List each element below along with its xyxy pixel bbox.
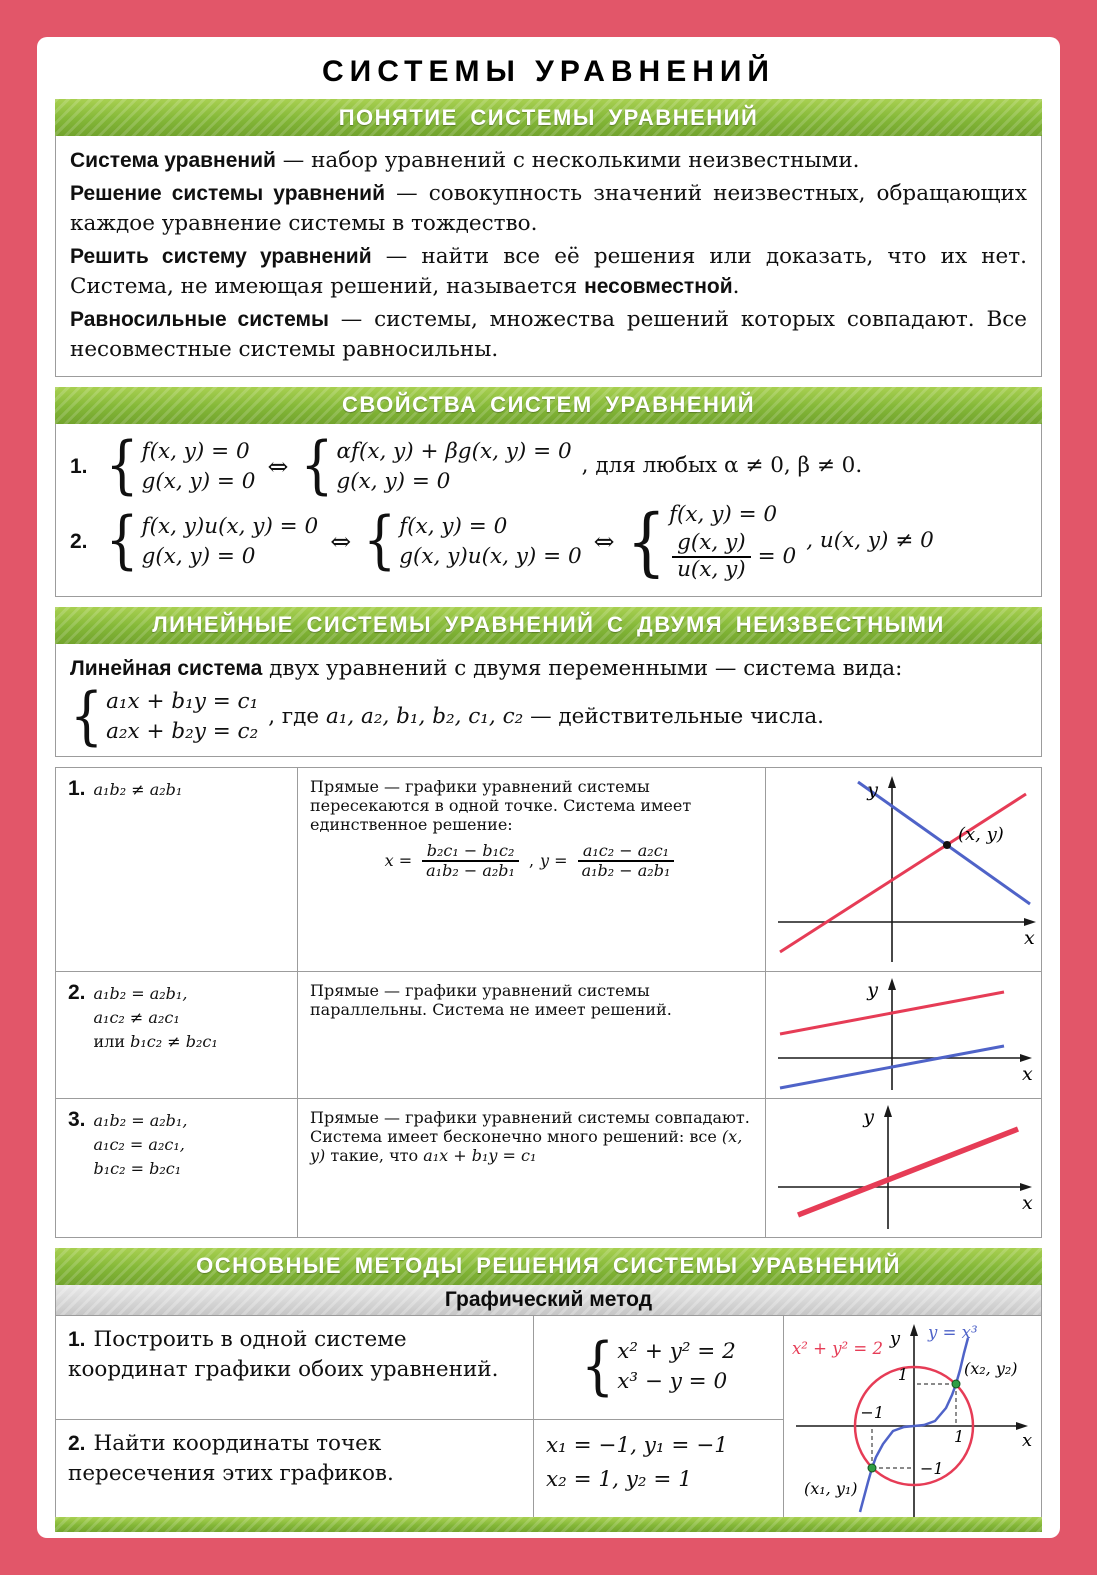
condition-line: a₁c₂ = a₂c₁,: [93, 1134, 185, 1154]
definition-term: Решить систему уравнений: [70, 244, 372, 268]
y-axis-arrow: [910, 1324, 918, 1336]
step-number: 2.: [68, 1431, 86, 1455]
fraction-rhs: = 0: [757, 543, 797, 569]
definition-system: [70, 146, 1027, 177]
formula-separator: ,: [528, 851, 535, 871]
definition-solution: [70, 179, 1027, 240]
section-header-concept: ПОНЯТИЕ СИСТЕМЫ УРАВНЕНИЙ: [55, 99, 1042, 136]
definition-bold-word: несовместной: [584, 275, 733, 299]
section-header-linear: ЛИНЕЙНЫЕ СИСТЕМЫ УРАВНЕНИЙ С ДВУМЯ НЕИЗВЕСТНЫМИ: [55, 607, 1042, 644]
case-number: 2.: [68, 980, 86, 1004]
step-2-text: [56, 1420, 534, 1530]
equation-line: g(x, y) = 0: [141, 468, 256, 494]
red-line: [780, 794, 1026, 952]
property-number: 1.: [70, 454, 88, 478]
equation-line: x² + y² = 2: [617, 1339, 736, 1365]
case-text: Прямые — графики уравнений системы совпадают. Система имеет бесконечно много решений: все: [310, 1107, 750, 1146]
x-axis-arrow: [1020, 1054, 1032, 1062]
case-2-description: [298, 972, 766, 1099]
condition-line: a₁b₂ = a₂b₁,: [93, 983, 188, 1003]
formula-x-lhs: x =: [384, 851, 413, 871]
system-brace: {: [363, 505, 397, 578]
definition-term: Решение системы уравнений: [70, 181, 385, 205]
y-axis-arrow: [884, 1105, 892, 1117]
case-math: (x, y): [310, 1126, 743, 1165]
case-3-graph-cell: [766, 1099, 1042, 1237]
case-text: такие, что: [325, 1145, 424, 1165]
parallel-lines-graph: [768, 976, 1040, 1094]
tick-label-y-minus1: −1: [919, 1458, 944, 1478]
equation-line: a₂x + b₂y = c₂: [106, 719, 259, 745]
graphical-method-table: [56, 1316, 1041, 1530]
case-number: 3.: [68, 1107, 86, 1131]
section-header-properties: СВОЙСТВА СИСТЕМ УРАВНЕНИЙ: [55, 387, 1042, 424]
x-axis-arrow: [1016, 1422, 1028, 1430]
equation-line: g(x, y)u(x, y) = 0: [399, 543, 582, 569]
definition-text: — совокупность значений неизвестных, обращающих каждое уравнение системы в тождество.: [70, 180, 1027, 237]
system-brace: {: [626, 497, 667, 585]
equation-line: g(x, y) = 0: [336, 468, 451, 494]
definition-solve: [70, 242, 1027, 303]
section-header-methods: ОСНОВНЫЕ МЕТОДЫ РЕШЕНИЯ СИСТЕМЫ УРАВНЕНИЙ: [55, 1248, 1042, 1285]
fraction-numerator: g(x, y): [672, 531, 750, 557]
iff-symbol: ⇔: [330, 526, 352, 556]
case-2-graph-cell: [766, 972, 1042, 1099]
step-1-equations: [534, 1316, 784, 1420]
solution-formulas: [310, 842, 753, 880]
linear-cases-table: [55, 767, 1042, 1238]
concept-definitions: [55, 136, 1042, 377]
equation-line: x³ − y = 0: [617, 1369, 728, 1395]
cubic-equation-label: y = x³: [927, 1322, 978, 1342]
intersection-point: [952, 1380, 960, 1388]
formula-y-lhs: y =: [540, 851, 568, 871]
y-axis-arrow: [888, 776, 896, 788]
coincident-lines-graph: [768, 1103, 1040, 1233]
definition-text: — системы, множества решений которых совпадают. Все несовместные системы равносильны.: [70, 306, 1028, 363]
step-text: Найти координаты точек пересечения этих графиков.: [68, 1430, 394, 1487]
case-3-condition: [56, 1099, 298, 1237]
step-number: 1.: [68, 1327, 86, 1351]
equation-line: f(x, y) = 0: [141, 438, 250, 464]
linear-definition: [70, 654, 1027, 685]
iff-symbol: ⇔: [267, 451, 289, 481]
definition-equivalent: [70, 305, 1027, 366]
equation-line: αf(x, y) + βg(x, y) = 0: [336, 438, 572, 464]
system-brace: {: [105, 430, 139, 503]
condition-line: a₁b₂ = a₂b₁,: [93, 1110, 188, 1130]
case-1-graph-cell: [766, 768, 1042, 972]
case-number: 1.: [68, 776, 86, 800]
case-1-condition: [56, 768, 298, 972]
y-axis-label: y: [867, 978, 878, 1001]
fraction: [577, 842, 676, 880]
definition-term: Линейная система: [70, 656, 263, 680]
x-axis-label: x: [1022, 1191, 1033, 1214]
tick-label-x1: 1: [953, 1426, 964, 1446]
page-title: СИСТЕМЫ УРАВНЕНИЙ: [321, 55, 775, 88]
thick-red-line: [798, 1129, 1018, 1215]
case-3-description: [298, 1099, 766, 1237]
definition-text: — найти все её решения или доказать, что их нет. Система, не имеющая решений, называется: [70, 243, 1027, 300]
system-brace: {: [581, 1330, 615, 1403]
definition-text: — набор уравнений с несколькими неизвестными.: [275, 148, 860, 173]
step-1-text: [56, 1316, 534, 1420]
case-math: a₁x + b₁y = c₁: [423, 1145, 537, 1165]
equation-line: g(x, y) = 0: [141, 543, 256, 569]
intersection-point: [943, 841, 951, 849]
property-condition: , для любых α ≠ 0, β ≠ 0.: [581, 453, 863, 479]
equation-system: [300, 430, 572, 503]
methods-box: [55, 1285, 1042, 1531]
definition-text: двух уравнений с двумя переменными — система вида:: [262, 655, 903, 681]
equation-system: [626, 497, 797, 585]
poster-page: [37, 37, 1060, 1538]
fraction: [421, 842, 520, 880]
point-label: (x, y): [958, 823, 1004, 845]
properties-box: [55, 424, 1042, 597]
case-text: Прямые — графики уравнений системы пересекаются в одной точке. Система имеет единственное решение:: [310, 776, 692, 834]
solution-line: x₁ = −1, y₁ = −1: [546, 1432, 728, 1458]
property-1: [70, 430, 1027, 503]
equation-system: [105, 430, 256, 503]
intersecting-lines-graph: [768, 772, 1040, 967]
case-text: Прямые — графики уравнений системы параллельны. Система не имеет решений.: [310, 980, 672, 1019]
tick-label-y1: 1: [897, 1364, 908, 1384]
point-2-label: (x₂, y₂): [963, 1358, 1018, 1378]
fraction-denominator: u(x, y): [677, 556, 746, 582]
condition-line: b₁c₂ = b₂c₁: [93, 1158, 182, 1178]
system-brace: {: [105, 505, 139, 578]
condition-line: a₁c₂ ≠ a₂c₁: [93, 1007, 180, 1027]
fraction-denominator: a₁b₂ − a₂b₁: [581, 860, 671, 880]
system-brace: {: [300, 430, 334, 503]
y-axis-label: y: [889, 1327, 900, 1349]
y-axis-label: y: [863, 1105, 874, 1128]
step-text: Построить в одной системе координат графики обоих уравнений.: [68, 1326, 499, 1383]
x-axis-label: x: [1024, 926, 1035, 949]
equation-system: [363, 505, 582, 578]
fraction-denominator: a₁b₂ − a₂b₁: [426, 860, 515, 880]
intersection-point: [868, 1464, 876, 1472]
graphical-method-graph-cell: [784, 1316, 1041, 1530]
equation-system: [581, 1330, 736, 1403]
fraction: [672, 531, 751, 581]
y-axis-arrow: [888, 978, 896, 990]
system-brace: {: [70, 680, 104, 753]
x-axis-label: x: [1021, 1429, 1032, 1451]
y-axis-label: y: [867, 778, 878, 801]
step-2-solutions: [534, 1420, 784, 1530]
x-axis-arrow: [1020, 1183, 1032, 1191]
fraction-numerator: a₁c₂ − a₂c₁: [578, 842, 674, 862]
property-condition: , u(x, y) ≠ 0: [806, 528, 934, 554]
equation-line: a₁x + b₁y = c₁: [106, 689, 259, 715]
circle-cubic-graph: [788, 1318, 1038, 1528]
equation-line: f(x, y) = 0: [399, 513, 508, 539]
next-section-strip: [55, 1517, 1042, 1532]
circle-equation-label: x² + y² = 2: [791, 1338, 883, 1358]
definition-term: Система уравнений: [70, 149, 276, 172]
equation-line: f(x, y) = 0: [669, 502, 778, 528]
case-2-condition: [56, 972, 298, 1099]
point-1-label: (x₁, y₁): [803, 1478, 858, 1498]
property-number: 2.: [70, 529, 88, 553]
definition-term: Равносильные системы: [70, 307, 329, 331]
property-2: [70, 497, 1027, 585]
equation-line: f(x, y)u(x, y) = 0: [141, 513, 319, 539]
equation-system: [105, 505, 319, 578]
definition-text-tail: .: [732, 274, 740, 300]
equation-system: [70, 680, 259, 753]
condition-line: a₁b₂ ≠ a₂b₁: [93, 779, 183, 799]
linear-system-row: [70, 680, 1027, 753]
case-1-description: [298, 768, 766, 972]
x-axis-arrow: [1024, 918, 1036, 926]
equation-line: [669, 531, 796, 581]
subheader-graphical-method: Графический метод: [56, 1285, 1041, 1316]
fraction-numerator: b₂c₁ − b₁c₂: [422, 842, 520, 862]
iff-symbol: ⇔: [593, 526, 615, 556]
tick-label-x-minus1: −1: [859, 1402, 884, 1422]
linear-coefficients-note: , где a₁, a₂, b₁, b₂, c₁, c₂ — действительные числа.: [268, 703, 824, 729]
linear-intro-box: [55, 644, 1042, 757]
x-axis-label: x: [1022, 1062, 1033, 1085]
condition-line: или b₁c₂ ≠ b₂c₁: [93, 1031, 218, 1051]
solution-line: x₂ = 1, y₂ = 1: [546, 1466, 692, 1492]
